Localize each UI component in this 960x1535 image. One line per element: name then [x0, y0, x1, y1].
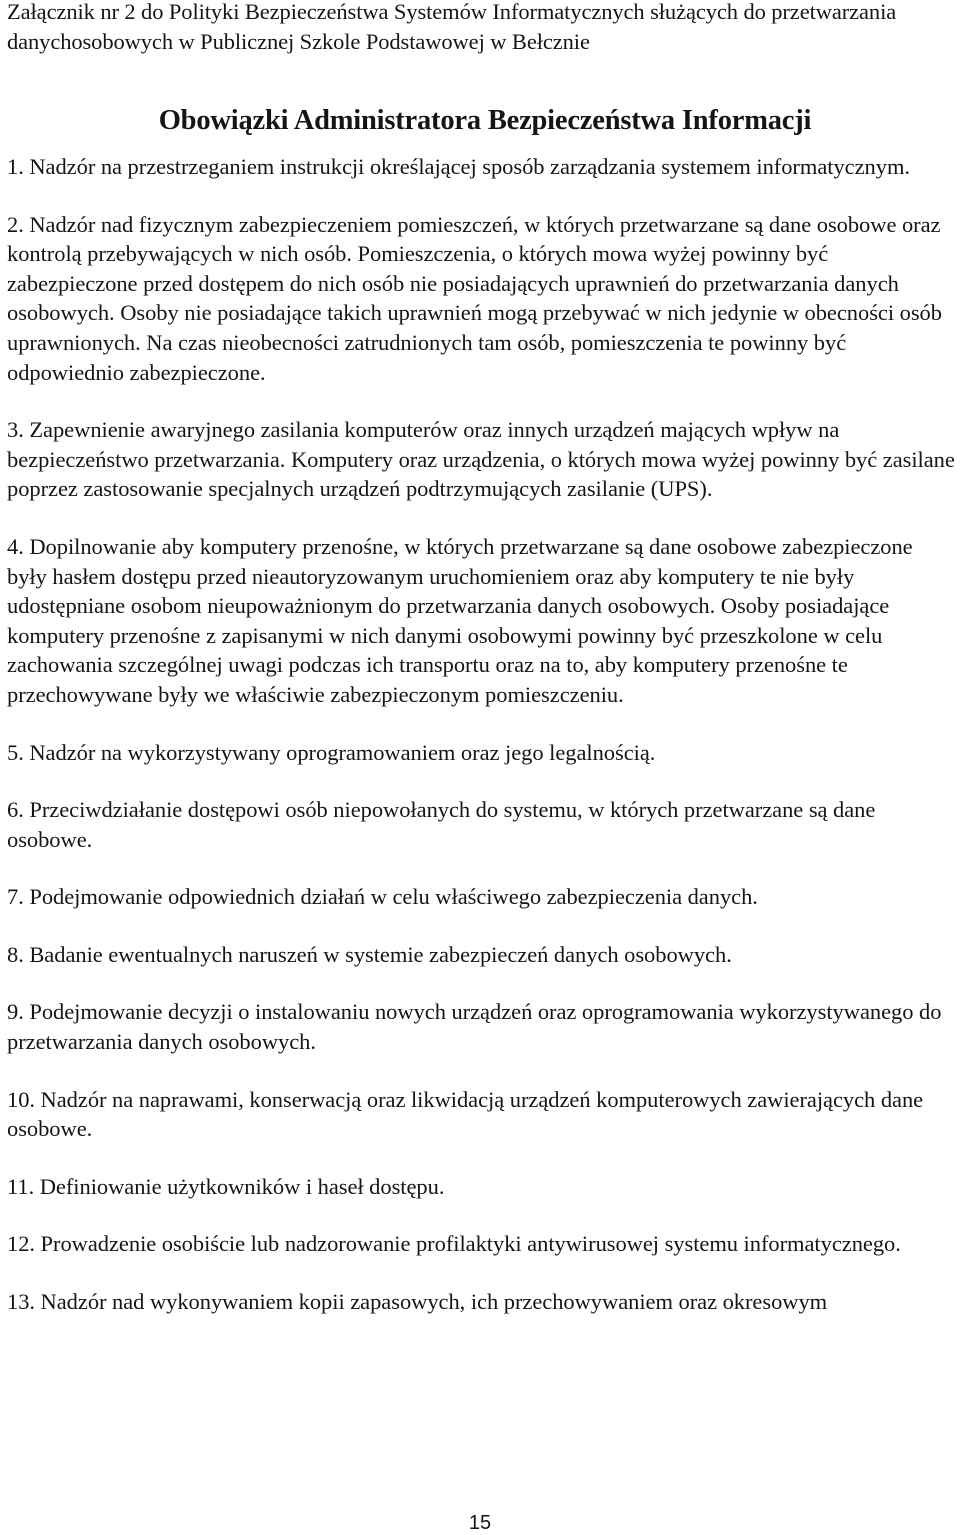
- list-item: 1. Nadzór na przestrzeganiem instrukcji określającej sposób zarządzania systemem informatycznym.: [7, 154, 910, 179]
- list-item: 4. Dopilnowanie aby komputery przenośne, w których przetwarzane są dane osobowe zabezpieczone były hasłem dostępu przed nieautoryzowanym uruchomieniem oraz aby komputery te nie były udostępniane osobom nieupoważnionym do przetwarzania danych osobowych. Osoby posiadające komputery przenośne z zapisanymi w nich danymi osobowymi powinny być przeszkolone w celu zachowania szczególnej uwagi podczas ich transportu oraz na to, aby komputery przenośne te przechowywane były we właściwie zabezpieczonym pomieszczeniu.: [7, 533, 913, 707]
- list-item: 2. Nadzór nad fizycznym zabezpieczeniem pomieszczeń, w których przetwarzane są dane osobowe oraz kontrolą przebywających w nich osób. Pomieszczenia, o których mowa wyżej powinny być zabezpieczone przed dostępem do nich osób nie posiadających uprawnień do przetwarzania danych osobowych. Osoby nie posiadające takich uprawnień mogą przebywać w nich jedynie w obecności osób uprawnionych. Na czas nieobecności zatrudnionych tam osób, pomieszczenia te powinny być odpowiednio zabezpieczone.: [7, 211, 942, 385]
- list-item: 10. Nadzór na naprawami, konserwacją oraz likwidacją urządzeń komputerowych zawierających dane osobowe.: [7, 1086, 924, 1142]
- document-header: Załącznik nr 2 do Polityki Bezpieczeństwa Systemów Informatycznych służących do przetwarzania danychosobowych w Publicznej Szkole Podstawowej w Bełcznie: [7, 0, 897, 54]
- list-item: 8. Badanie ewentualnych naruszeń w systemie zabezpieczeń danych osobowych.: [7, 941, 732, 967]
- list-item: 12. Prowadzenie osobiście lub nadzorowanie profilaktyki antywirusowej systemu informatycznego.: [7, 1231, 901, 1257]
- list-item: 6. Przeciwdziałanie dostępowi osób niepowołanych do systemu, w których przetwarzane są dane osobowe.: [7, 797, 876, 852]
- list-item: 7. Podejmowanie odpowiednich działań w celu właściwego zabezpieczenia danych.: [7, 884, 758, 910]
- list-item: 5. Nadzór na wykorzystywany oprogramowaniem oraz jego legalnością.: [7, 739, 656, 765]
- list-item: 9. Podejmowanie decyzji o instalowaniu nowych urządzeń oraz oprogramowania wykorzystywanego do przetwarzania danych osobowych.: [7, 999, 942, 1055]
- list-item: 13. Nadzór nad wykonywaniem kopii zapasowych, ich przechowywaniem oraz okresowym: [7, 1289, 828, 1315]
- document-page: [7, 0, 955, 1317]
- document-title: Obowiązki Administratora Bezpieczeństwa Informacji: [158, 105, 812, 136]
- list-item: 3. Zapewnienie awaryjnego zasilania komputerów oraz innych urządzeń mających wpływ na bezpieczeństwo przetwarzania. Komputery oraz urządzenia, o których mowa wyżej powinny być zasilane poprzez zastosowanie specjalnych urządzeń podtrzymujących zasilanie (UPS).: [7, 417, 955, 502]
- page-number: 15: [468, 1512, 492, 1534]
- list-item: 11. Definiowanie użytkowników i haseł dostępu.: [7, 1173, 445, 1199]
